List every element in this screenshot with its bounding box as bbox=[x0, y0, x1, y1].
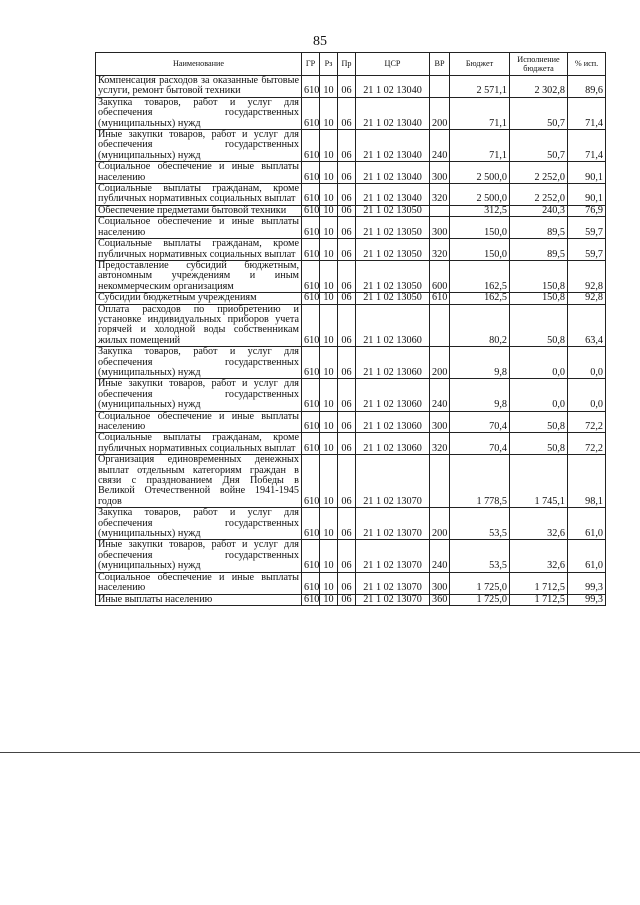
row-execution-cell: 150,8 bbox=[510, 260, 568, 292]
row-budget-cell: 53,5 bbox=[450, 508, 510, 540]
row-rz-cell: 10 bbox=[320, 347, 338, 379]
row-rz-cell: 10 bbox=[320, 379, 338, 411]
row-budget-cell: 150,0 bbox=[450, 239, 510, 261]
row-vr-cell: 610 bbox=[430, 293, 450, 304]
row-gr-cell: 610 bbox=[302, 162, 320, 184]
row-execution-cell: 0,0 bbox=[510, 347, 568, 379]
row-execution-cell: 50,8 bbox=[510, 411, 568, 433]
row-budget-cell: 70,4 bbox=[450, 433, 510, 455]
row-execution-cell: 50,7 bbox=[510, 130, 568, 162]
row-pr-cell: 06 bbox=[338, 411, 356, 433]
row-pr-cell: 06 bbox=[338, 347, 356, 379]
header-name: Наименование bbox=[96, 53, 302, 76]
row-vr-cell: 360 bbox=[430, 594, 450, 605]
row-csr-cell: 21 1 02 13060 bbox=[356, 411, 430, 433]
row-name-cell: Социальное обеспечение и иные выплаты населению bbox=[96, 572, 302, 594]
row-pr-cell: 06 bbox=[338, 184, 356, 206]
row-execution-cell: 0,0 bbox=[510, 379, 568, 411]
row-csr-cell: 21 1 02 13050 bbox=[356, 217, 430, 239]
table-row bbox=[96, 76, 606, 98]
row-rz-cell: 10 bbox=[320, 260, 338, 292]
row-rz-cell: 10 bbox=[320, 455, 338, 508]
row-csr-cell: 21 1 02 13050 bbox=[356, 239, 430, 261]
table-row bbox=[96, 293, 606, 304]
row-csr-cell: 21 1 02 13060 bbox=[356, 379, 430, 411]
header-rz: Рз bbox=[320, 53, 338, 76]
row-pr-cell: 06 bbox=[338, 217, 356, 239]
row-gr-cell: 610 bbox=[302, 433, 320, 455]
row-percent-cell: 90,1 bbox=[568, 184, 606, 206]
row-vr-cell: 600 bbox=[430, 260, 450, 292]
row-gr-cell: 610 bbox=[302, 239, 320, 261]
row-gr-cell: 610 bbox=[302, 97, 320, 129]
row-execution-cell: 2 252,0 bbox=[510, 162, 568, 184]
row-rz-cell: 10 bbox=[320, 293, 338, 304]
table-row bbox=[96, 411, 606, 433]
row-gr-cell: 610 bbox=[302, 205, 320, 216]
row-rz-cell: 10 bbox=[320, 508, 338, 540]
table-row bbox=[96, 217, 606, 239]
row-gr-cell: 610 bbox=[302, 508, 320, 540]
row-gr-cell: 610 bbox=[302, 217, 320, 239]
row-percent-cell: 72,2 bbox=[568, 433, 606, 455]
row-vr-cell bbox=[430, 455, 450, 508]
row-percent-cell: 0,0 bbox=[568, 379, 606, 411]
row-vr-cell: 240 bbox=[430, 540, 450, 572]
table-row bbox=[96, 379, 606, 411]
row-name-cell: Субсидии бюджетным учреждениям bbox=[96, 293, 302, 304]
row-percent-cell: 89,6 bbox=[568, 76, 606, 98]
table-row bbox=[96, 130, 606, 162]
row-percent-cell: 59,7 bbox=[568, 239, 606, 261]
row-vr-cell: 300 bbox=[430, 217, 450, 239]
row-gr-cell: 610 bbox=[302, 130, 320, 162]
header-gr: ГР bbox=[302, 53, 320, 76]
row-vr-cell: 320 bbox=[430, 184, 450, 206]
row-execution-cell: 150,8 bbox=[510, 293, 568, 304]
row-rz-cell: 10 bbox=[320, 572, 338, 594]
table-body bbox=[96, 76, 606, 606]
table-header-row bbox=[96, 53, 606, 76]
row-vr-cell: 300 bbox=[430, 572, 450, 594]
row-name-cell: Иные закупки товаров, работ и услуг для обеспечения государственных (муниципальных) нужд bbox=[96, 540, 302, 572]
row-execution-cell: 1 712,5 bbox=[510, 572, 568, 594]
row-rz-cell: 10 bbox=[320, 217, 338, 239]
row-execution-cell: 32,6 bbox=[510, 508, 568, 540]
row-pr-cell: 06 bbox=[338, 162, 356, 184]
row-rz-cell: 10 bbox=[320, 205, 338, 216]
row-gr-cell: 610 bbox=[302, 379, 320, 411]
row-rz-cell: 10 bbox=[320, 162, 338, 184]
row-name-cell: Организация единовременных денежных выплат отдельным категориям граждан в связи с празднованием Дня Победы в Великой Отечественной войне 1941-1945 годов bbox=[96, 455, 302, 508]
row-vr-cell: 200 bbox=[430, 347, 450, 379]
row-rz-cell: 10 bbox=[320, 304, 338, 347]
row-execution-cell: 32,6 bbox=[510, 540, 568, 572]
row-budget-cell: 53,5 bbox=[450, 540, 510, 572]
row-budget-cell: 9,8 bbox=[450, 347, 510, 379]
table-row bbox=[96, 304, 606, 347]
row-execution-cell: 2 252,0 bbox=[510, 184, 568, 206]
row-pr-cell: 06 bbox=[338, 433, 356, 455]
row-csr-cell: 21 1 02 13060 bbox=[356, 304, 430, 347]
row-percent-cell: 71,4 bbox=[568, 130, 606, 162]
row-budget-cell: 2 500,0 bbox=[450, 184, 510, 206]
table-row bbox=[96, 433, 606, 455]
row-name-cell: Социальные выплаты гражданам, кроме публичных нормативных социальных выплат bbox=[96, 184, 302, 206]
row-vr-cell: 300 bbox=[430, 162, 450, 184]
row-pr-cell: 06 bbox=[338, 455, 356, 508]
row-percent-cell: 98,1 bbox=[568, 455, 606, 508]
row-pr-cell: 06 bbox=[338, 594, 356, 605]
row-vr-cell bbox=[430, 76, 450, 98]
row-execution-cell: 50,8 bbox=[510, 304, 568, 347]
row-rz-cell: 10 bbox=[320, 97, 338, 129]
row-percent-cell: 71,4 bbox=[568, 97, 606, 129]
table-row bbox=[96, 455, 606, 508]
row-percent-cell: 59,7 bbox=[568, 217, 606, 239]
row-pr-cell: 06 bbox=[338, 239, 356, 261]
row-pr-cell: 06 bbox=[338, 130, 356, 162]
row-csr-cell: 21 1 02 13070 bbox=[356, 508, 430, 540]
table-row bbox=[96, 347, 606, 379]
header-pr: Пр bbox=[338, 53, 356, 76]
row-name-cell: Компенсация расходов за оказанные бытовые услуги, ремонт бытовой техники bbox=[96, 76, 302, 98]
row-percent-cell: 63,4 bbox=[568, 304, 606, 347]
header-percent: % исп. bbox=[568, 53, 606, 76]
row-vr-cell bbox=[430, 304, 450, 347]
header-execution: Исполнение бюджета bbox=[510, 53, 568, 76]
row-csr-cell: 21 1 02 13070 bbox=[356, 540, 430, 572]
row-vr-cell: 200 bbox=[430, 508, 450, 540]
row-percent-cell: 92,8 bbox=[568, 260, 606, 292]
row-gr-cell: 610 bbox=[302, 572, 320, 594]
row-budget-cell: 1 725,0 bbox=[450, 594, 510, 605]
row-name-cell: Социальные выплаты гражданам, кроме публичных нормативных социальных выплат bbox=[96, 239, 302, 261]
row-pr-cell: 06 bbox=[338, 379, 356, 411]
row-vr-cell: 320 bbox=[430, 433, 450, 455]
row-name-cell: Иные закупки товаров, работ и услуг для обеспечения государственных (муниципальных) нужд bbox=[96, 379, 302, 411]
row-gr-cell: 610 bbox=[302, 293, 320, 304]
row-budget-cell: 1 778,5 bbox=[450, 455, 510, 508]
row-pr-cell: 06 bbox=[338, 293, 356, 304]
row-vr-cell: 300 bbox=[430, 411, 450, 433]
table-row bbox=[96, 239, 606, 261]
table-row bbox=[96, 540, 606, 572]
row-percent-cell: 76,9 bbox=[568, 205, 606, 216]
header-csr: ЦСР bbox=[356, 53, 430, 76]
row-percent-cell: 99,3 bbox=[568, 572, 606, 594]
row-csr-cell: 21 1 02 13070 bbox=[356, 455, 430, 508]
table-row bbox=[96, 594, 606, 605]
row-csr-cell: 21 1 02 13040 bbox=[356, 130, 430, 162]
row-percent-cell: 99,3 bbox=[568, 594, 606, 605]
row-name-cell: Закупка товаров, работ и услуг для обеспечения государственных (муниципальных) нужд bbox=[96, 97, 302, 129]
row-rz-cell: 10 bbox=[320, 184, 338, 206]
row-percent-cell: 0,0 bbox=[568, 347, 606, 379]
row-vr-cell: 200 bbox=[430, 97, 450, 129]
row-vr-cell: 240 bbox=[430, 379, 450, 411]
row-gr-cell: 610 bbox=[302, 184, 320, 206]
header-budget: Бюджет bbox=[450, 53, 510, 76]
row-pr-cell: 06 bbox=[338, 97, 356, 129]
row-name-cell: Социальное обеспечение и иные выплаты населению bbox=[96, 217, 302, 239]
table-row bbox=[96, 184, 606, 206]
row-gr-cell: 610 bbox=[302, 304, 320, 347]
row-budget-cell: 2 571,1 bbox=[450, 76, 510, 98]
row-csr-cell: 21 1 02 13050 bbox=[356, 293, 430, 304]
row-gr-cell: 610 bbox=[302, 347, 320, 379]
table-row bbox=[96, 97, 606, 129]
row-pr-cell: 06 bbox=[338, 572, 356, 594]
page-divider bbox=[0, 752, 640, 753]
row-budget-cell: 70,4 bbox=[450, 411, 510, 433]
row-execution-cell: 89,5 bbox=[510, 217, 568, 239]
row-csr-cell: 21 1 02 13040 bbox=[356, 184, 430, 206]
row-budget-cell: 80,2 bbox=[450, 304, 510, 347]
row-gr-cell: 610 bbox=[302, 260, 320, 292]
row-budget-cell: 162,5 bbox=[450, 293, 510, 304]
row-percent-cell: 61,0 bbox=[568, 508, 606, 540]
row-budget-cell: 2 500,0 bbox=[450, 162, 510, 184]
row-percent-cell: 92,8 bbox=[568, 293, 606, 304]
budget-table bbox=[95, 52, 606, 606]
row-name-cell: Социальные выплаты гражданам, кроме публичных нормативных социальных выплат bbox=[96, 433, 302, 455]
row-pr-cell: 06 bbox=[338, 205, 356, 216]
row-percent-cell: 90,1 bbox=[568, 162, 606, 184]
row-csr-cell: 21 1 02 13040 bbox=[356, 97, 430, 129]
row-execution-cell: 50,8 bbox=[510, 433, 568, 455]
row-pr-cell: 06 bbox=[338, 540, 356, 572]
row-execution-cell: 240,3 bbox=[510, 205, 568, 216]
row-csr-cell: 21 1 02 13070 bbox=[356, 572, 430, 594]
row-pr-cell: 06 bbox=[338, 304, 356, 347]
row-name-cell: Предоставление субсидий бюджетным, автономным учреждениям и иным некоммерческим организациям bbox=[96, 260, 302, 292]
table-row bbox=[96, 205, 606, 216]
row-rz-cell: 10 bbox=[320, 239, 338, 261]
table-row bbox=[96, 508, 606, 540]
header-vr: ВР bbox=[430, 53, 450, 76]
row-pr-cell: 06 bbox=[338, 260, 356, 292]
row-budget-cell: 71,1 bbox=[450, 130, 510, 162]
row-vr-cell bbox=[430, 205, 450, 216]
row-csr-cell: 21 1 02 13040 bbox=[356, 162, 430, 184]
row-percent-cell: 72,2 bbox=[568, 411, 606, 433]
row-rz-cell: 10 bbox=[320, 411, 338, 433]
row-rz-cell: 10 bbox=[320, 433, 338, 455]
row-csr-cell: 21 1 02 13060 bbox=[356, 347, 430, 379]
page-number: 85 bbox=[313, 34, 327, 49]
row-name-cell: Иные закупки товаров, работ и услуг для обеспечения государственных (муниципальных) нужд bbox=[96, 130, 302, 162]
row-execution-cell: 2 302,8 bbox=[510, 76, 568, 98]
row-name-cell: Иные выплаты населению bbox=[96, 594, 302, 605]
row-csr-cell: 21 1 02 13040 bbox=[356, 76, 430, 98]
row-gr-cell: 610 bbox=[302, 455, 320, 508]
row-name-cell: Социальное обеспечение и иные выплаты населению bbox=[96, 162, 302, 184]
row-csr-cell: 21 1 02 13050 bbox=[356, 205, 430, 216]
row-name-cell: Оплата расходов по приобретению и установке индивидуальных приборов учета горячей и холодной воды собственникам жилых помещений bbox=[96, 304, 302, 347]
row-rz-cell: 10 bbox=[320, 594, 338, 605]
row-csr-cell: 21 1 02 13070 bbox=[356, 594, 430, 605]
row-budget-cell: 71,1 bbox=[450, 97, 510, 129]
row-vr-cell: 320 bbox=[430, 239, 450, 261]
row-pr-cell: 06 bbox=[338, 76, 356, 98]
row-name-cell: Обеспечение предметами бытовой техники bbox=[96, 205, 302, 216]
row-gr-cell: 610 bbox=[302, 540, 320, 572]
row-rz-cell: 10 bbox=[320, 76, 338, 98]
row-execution-cell: 1 745,1 bbox=[510, 455, 568, 508]
row-pr-cell: 06 bbox=[338, 508, 356, 540]
row-name-cell: Социальное обеспечение и иные выплаты населению bbox=[96, 411, 302, 433]
table-row bbox=[96, 162, 606, 184]
row-gr-cell: 610 bbox=[302, 76, 320, 98]
row-budget-cell: 312,5 bbox=[450, 205, 510, 216]
row-budget-cell: 1 725,0 bbox=[450, 572, 510, 594]
row-gr-cell: 610 bbox=[302, 411, 320, 433]
row-csr-cell: 21 1 02 13060 bbox=[356, 433, 430, 455]
row-execution-cell: 89,5 bbox=[510, 239, 568, 261]
table-row bbox=[96, 260, 606, 292]
row-budget-cell: 9,8 bbox=[450, 379, 510, 411]
row-vr-cell: 240 bbox=[430, 130, 450, 162]
row-rz-cell: 10 bbox=[320, 130, 338, 162]
row-budget-cell: 150,0 bbox=[450, 217, 510, 239]
row-budget-cell: 162,5 bbox=[450, 260, 510, 292]
row-name-cell: Закупка товаров, работ и услуг для обеспечения государственных (муниципальных) нужд bbox=[96, 347, 302, 379]
row-csr-cell: 21 1 02 13050 bbox=[356, 260, 430, 292]
table-row bbox=[96, 572, 606, 594]
row-name-cell: Закупка товаров, работ и услуг для обеспечения государственных (муниципальных) нужд bbox=[96, 508, 302, 540]
row-rz-cell: 10 bbox=[320, 540, 338, 572]
row-percent-cell: 61,0 bbox=[568, 540, 606, 572]
row-execution-cell: 50,7 bbox=[510, 97, 568, 129]
row-gr-cell: 610 bbox=[302, 594, 320, 605]
row-execution-cell: 1 712,5 bbox=[510, 594, 568, 605]
